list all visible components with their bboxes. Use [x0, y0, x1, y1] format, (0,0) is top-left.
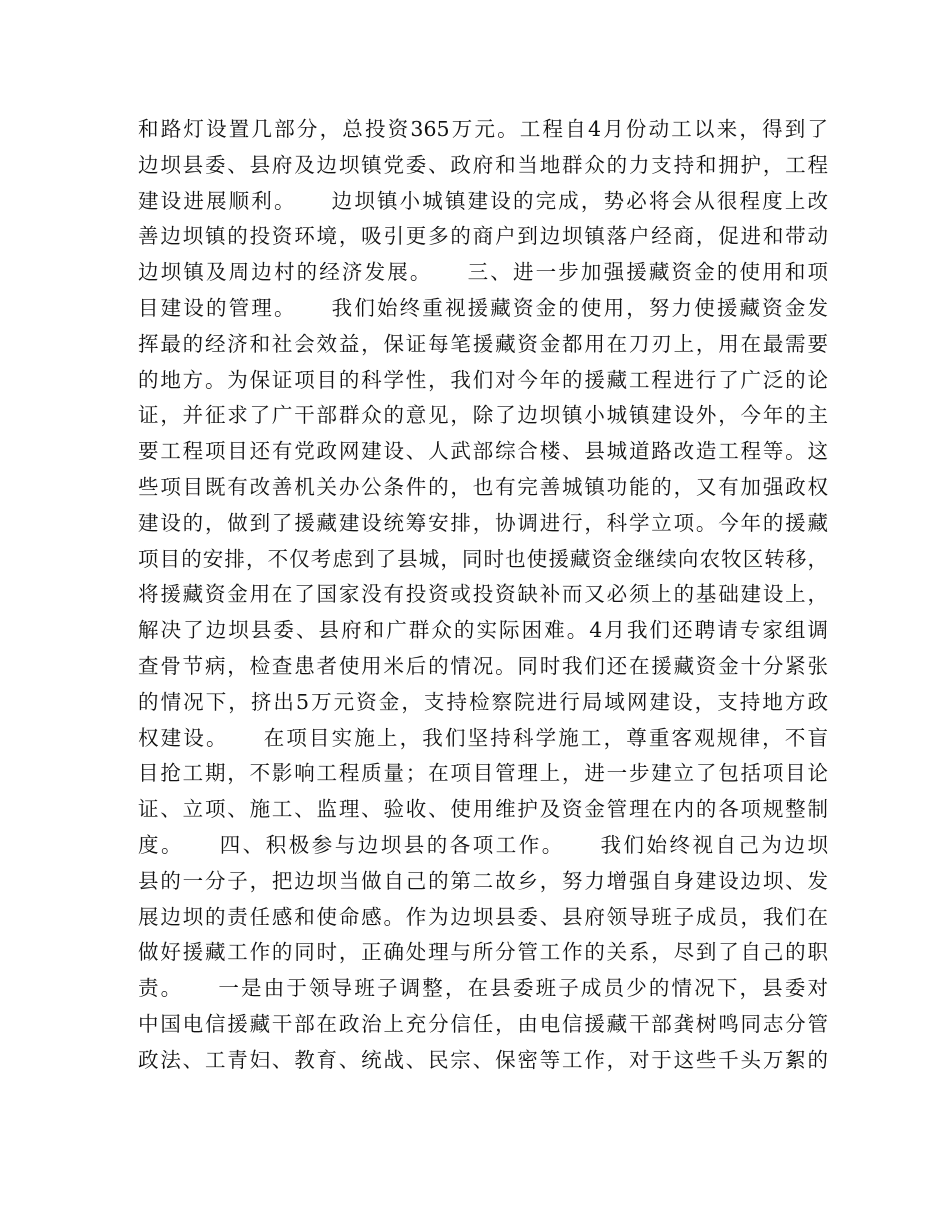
text-line: 责。 一是由于领导班子调整，在县委班子成员少的情况下，县委对 [138, 976, 828, 1001]
text-line: 展边坝的责任感和使命感。作为边坝县委、县府领导班子成员，我们在 [138, 904, 828, 929]
text-line: 县的一分子，把边坝当做自己的第二故乡，努力增强自身建设边坝、发 [138, 868, 828, 893]
body-text [138, 112, 828, 1079]
text-line: 目建设的管理。 我们始终重视援藏资金的使用，努力使援藏资金发 [138, 295, 828, 320]
text-line: 证、立项、施工、监理、验收、使用维护及资金管理在内的各项规整制 [138, 797, 828, 822]
text-line: 些项目既有改善机关办公条件的，也有完善城镇功能的，又有加强政权 [138, 474, 828, 499]
text-line: 边坝县委、县府及边坝镇党委、政府和当地群众的力支持和拥护，工程 [138, 152, 828, 177]
text-line: 目抢工期，不影响工程质量；在项目管理上，进一步建立了包括项目论 [138, 761, 828, 786]
text-line: 政法、工青妇、教育、统战、民宗、保密等工作，对于这些千头万絮的 [138, 1047, 828, 1072]
text-line: 证，并征求了广干部群众的意见，除了边坝镇小城镇建设外，今年的主 [138, 403, 828, 428]
text-line: 度。 四、积极参与边坝县的各项工作。 我们始终视自己为边坝 [138, 832, 828, 857]
text-line: 边坝镇及周边村的经济发展。 三、进一步加强援藏资金的使用和项 [138, 260, 828, 285]
text-line: 项目的安排，不仅考虑到了县城，同时也使援藏资金继续向农牧区转移， [138, 546, 828, 571]
text-line: 善边坝镇的投资环境，吸引更多的商户到边坝镇落户经商，促进和带动 [138, 224, 828, 249]
text-line: 查骨节病，检查患者使用米后的情况。同时我们还在援藏资金十分紧张 [138, 653, 828, 678]
text-line: 建设进展顺利。 边坝镇小城镇建设的完成，势必将会从很程度上改 [138, 188, 828, 213]
text-line: 将援藏资金用在了国家没有投资或投资缺补而又必须上的基础建设上， [138, 582, 828, 607]
text-line: 权建设。 在项目实施上，我们坚持科学施工，尊重客观规律，不盲 [138, 725, 828, 750]
text-line: 中国电信援藏干部在政治上充分信任，由电信援藏干部龚树鸣同志分管 [138, 1011, 828, 1036]
text-line: 建设的，做到了援藏建设统筹安排，协调进行，科学立项。今年的援藏 [138, 510, 828, 535]
text-line: 做好援藏工作的同时，正确处理与所分管工作的关系，尽到了自己的职 [138, 940, 828, 965]
text-line: 解决了边坝县委、县府和广群众的实际困难。4月我们还聘请专家组调 [138, 618, 828, 643]
text-line: 的情况下，挤出5万元资金，支持检察院进行局域网建设，支持地方政 [138, 689, 828, 714]
text-line: 和路灯设置几部分，总投资365万元。工程自4月份动工以来，得到了 [138, 117, 828, 141]
text-line: 要工程项目还有党政网建设、人武部综合楼、县城道路改造工程等。这 [138, 439, 828, 464]
text-line: 的地方。为保证项目的科学性，我们对今年的援藏工程进行了广泛的论 [138, 367, 828, 392]
text-line: 挥最的经济和社会效益，保证每笔援藏资金都用在刀刃上，用在最需要 [138, 331, 828, 356]
